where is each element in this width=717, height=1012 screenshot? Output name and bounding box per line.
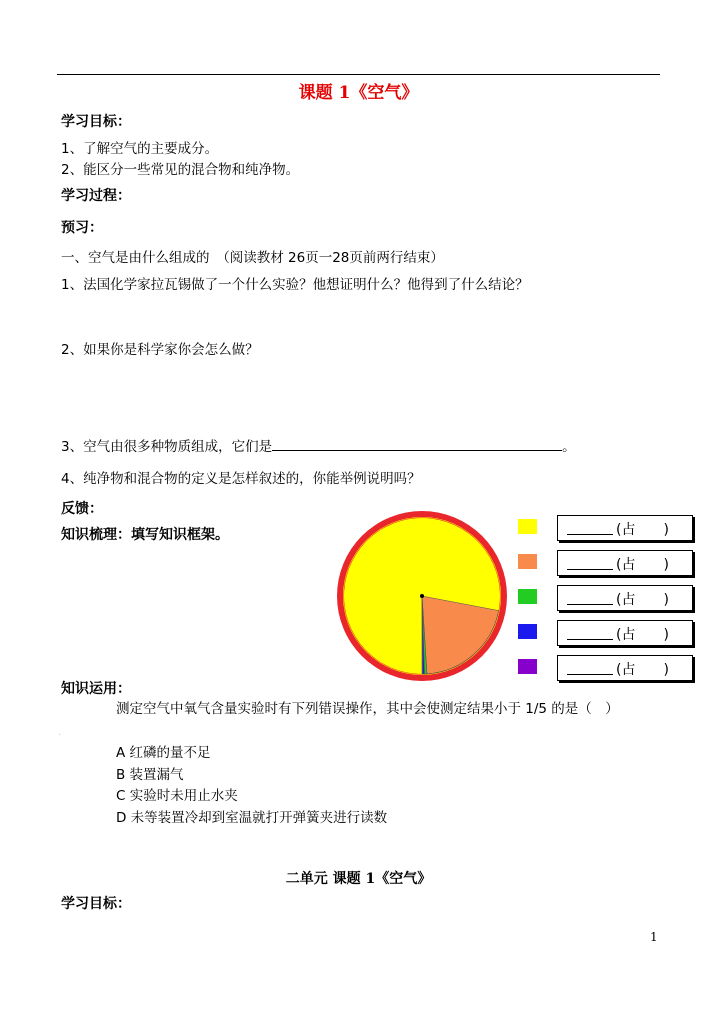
question-3-end: 。 xyxy=(562,439,576,455)
legend-blank-2[interactable] xyxy=(567,569,613,570)
legend-swatch-4 xyxy=(518,624,537,639)
legend-blank-1[interactable] xyxy=(567,534,613,535)
question-intro: 一、空气是由什么组成的 （阅读教材 26页一28页前两行结束） xyxy=(61,250,444,266)
answer-blank[interactable] xyxy=(272,436,562,451)
application-heading: 知识运用： xyxy=(61,681,131,697)
legend-swatch-5 xyxy=(518,659,537,674)
question-1: 1、法国化学家拉瓦锡做了一个什么实验？他想证明什么？他得到了什么结论？ xyxy=(61,277,529,293)
legend-label-5: (占 ) xyxy=(616,662,669,678)
legend-swatch-1 xyxy=(518,519,537,534)
goal-item-1: 1、了解空气的主要成分。 xyxy=(61,141,219,157)
page-number: 1 xyxy=(650,930,658,944)
legend-answer-box-3[interactable] xyxy=(557,585,693,611)
option-a: A 红磷的量不足 xyxy=(116,745,211,761)
pie-center xyxy=(420,594,424,598)
knowledge-heading: 知识梳理：填写知识框架。 xyxy=(61,527,229,543)
option-b: B 装置漏气 xyxy=(116,767,184,783)
legend-swatch-3 xyxy=(518,589,537,604)
question-3 xyxy=(61,435,576,455)
legend-answer-box-1[interactable] xyxy=(557,515,693,541)
air-composition-pie-chart xyxy=(335,508,510,683)
application-question: 测定空气中氧气含量实验时有下列错误操作，其中会使测定结果小于 1/5 的是（ ） xyxy=(116,701,619,717)
legend-answer-box-5[interactable] xyxy=(557,655,693,681)
legend-label-1: (占 ) xyxy=(616,522,669,538)
question-2: 2、如果你是科学家你会怎么做？ xyxy=(61,342,259,358)
legend-answer-box-4[interactable] xyxy=(557,620,693,646)
legend-blank-5[interactable] xyxy=(567,674,613,675)
goals-heading-2: 学习目标： xyxy=(61,896,131,912)
top-rule xyxy=(57,74,660,75)
page-title: 课题 1《空气》 xyxy=(298,83,419,103)
legend-answer-box-2[interactable] xyxy=(557,550,693,576)
unit-subtitle: 二单元 课题 1《空气》 xyxy=(285,871,432,887)
legend-swatch-2 xyxy=(518,554,537,569)
question-4: 4、纯净物和混合物的定义是怎样叙述的，你能举例说明吗？ xyxy=(61,471,421,487)
question-3-text: 3、空气由很多种物质组成，它们是 xyxy=(61,439,273,455)
legend-label-4: (占 ) xyxy=(616,627,669,643)
legend-blank-3[interactable] xyxy=(567,604,613,605)
legend-label-2: (占 ) xyxy=(616,557,669,573)
legend-label-3: (占 ) xyxy=(616,592,669,608)
goals-heading: 学习目标： xyxy=(61,114,131,130)
option-c: C 实验时未用止水夹 xyxy=(116,788,238,804)
feedback-heading: 反馈： xyxy=(61,501,103,517)
option-d: D 未等装置冷却到室温就打开弹簧夹进行读数 xyxy=(116,810,388,826)
process-heading: 学习过程： xyxy=(61,188,131,204)
faint-mark: ' xyxy=(59,733,61,740)
goal-item-2: 2、能区分一些常见的混合物和纯净物。 xyxy=(61,162,300,178)
legend-blank-4[interactable] xyxy=(567,639,613,640)
preview-heading: 预习： xyxy=(61,220,103,236)
